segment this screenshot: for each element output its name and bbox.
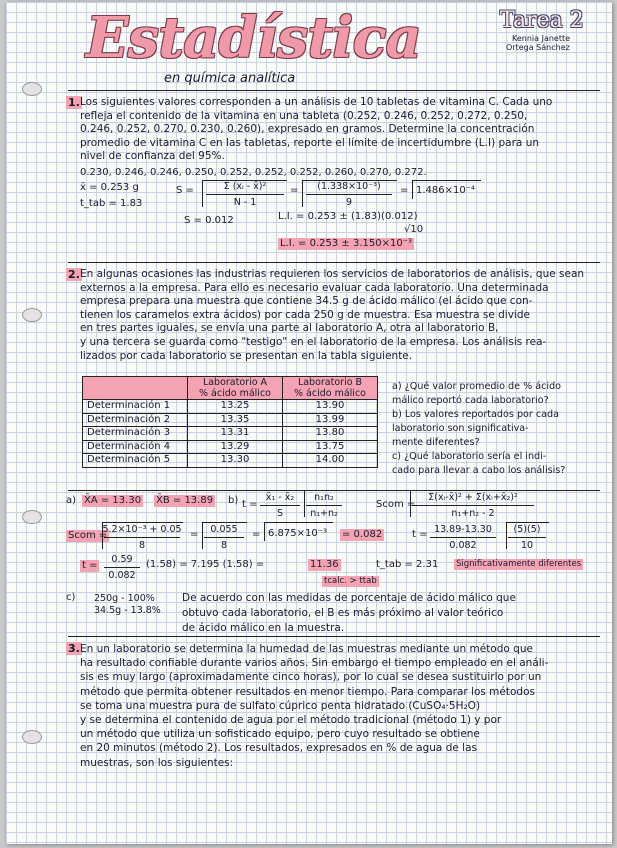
author-surname: Ortega Sánchez xyxy=(506,43,570,52)
table-row: Determinación 1 13.25 13.90 xyxy=(83,400,378,414)
scom-calc-label: Scom = xyxy=(68,530,108,541)
std-dev-sqrt: 1.486×10⁻⁴ xyxy=(416,185,476,196)
problem-number: 2. xyxy=(68,268,80,281)
page-subtitle: en química analítica xyxy=(164,71,296,86)
answer-c-label: c) xyxy=(66,592,76,603)
mean-value: x̄ = 0.253 g xyxy=(80,182,139,193)
uncertainty-expression: L.I. = 0.253 ± (1.83)(0.012) xyxy=(278,211,418,222)
table-row: Determinación 4 13.29 13.75 xyxy=(83,440,378,454)
scom-label: Scom = xyxy=(376,499,416,510)
comparison-badge: tcalc. > ttab xyxy=(324,576,377,586)
binder-hole xyxy=(22,510,42,524)
scom-formula: Σ(xᵢ-x̄)² + Σ(xᵢ+x̄₂)² n₁+n₂ - 2 xyxy=(412,492,534,519)
sorted-data: 0.230, 0.246, 0.246, 0.250, 0.252, 0.252, 0.252, 0.260, 0.270, 0.272. xyxy=(80,167,427,178)
t-formula-root: n₁n₂ n₁+n₂ xyxy=(306,492,342,519)
uncertainty-denominator: √10 xyxy=(404,224,424,235)
binder-hole xyxy=(22,82,42,96)
table-row: Determinación 5 13.30 14.00 xyxy=(83,454,378,468)
scom-sqrt-value: 6.875×10⁻³ xyxy=(268,528,328,539)
binder-hole xyxy=(22,730,42,744)
notebook-page: Estadística en química analítica Tarea 2 Kennia Janette Ortega Sánchez 1. Los siguientes valores corresponden a un análisis de 10 tabletas de vitamina C. Cada uno refleja el contenido de la vitamina en una tableta (0.252, 0.246, 0.252, 0.272, 0.250, 0.246, 0.252, 0.270, 0.230, 0.260), expresado en gramos. Determine la concentración promedio de vitamina C en las tabletas, reporte el límite de incertidumbre (L.I) para un nivel de confianza del 95%. 0.230, 0.246, 0.246, 0.250, 0.252, 0.252, 0.252, 0.260, 0.270, 0.272. x̄ = 0.253 g t_tab = 1.83 S = Σ (xᵢ - x̄)² N - 1 = (1.338×10⁻³) 9 = 1.486×10⁻⁴ S = 0.012 L.I. = 0.253 ± (1.83)(0.012) √10 L.I. = 0.253 ± 3.150×10⁻³ 2. En algunas ocasiones las industrias requieren los servicios de laboratorios de análisis, que sean externos a la empresa. Para ello es necesario evaluar cada laboratorio. Una determinada empresa prepara una muestra que contiene 34.5 g de ácido málico (el ácido que con- tienen los caramelos extra ácidos) por cada 250 g de muestra. Esa muestra se divide en tres partes iguales, se envía una parte al laboratorio A, otra al laboratorio B, y una tercera se guarda como "testigo" en el laboratorio de la empresa. Los análisis rea- lizados por cada laboratorio se presentan en la tabla siguiente. Laboratorio A % ácido málico Laboratorio B % ácido málico Determinación 1 13.25 13.90 Determinación 2 13.35 13.99 Determinación 3 13.31 13.80 Determinación 4 13.29 13.75 Determinación 5 13.30 14.00 a) ¿Qué valor promedio de % ácido málico reportó cada laboratorio? b) Los valores reportados por cada laboratorio son significativa- mente diferentes? c) ¿Qué laboratorio sería el indi- cado para llevar a cabo los análisis? a) X̄A = 13.30 X̄B = 13.89 b) t = x̄₁ - x̄₂ S n₁n₂ n₁+n₂ Scom = Σ(xᵢ-x̄)² + Σ(xᵢ+x̄₂)² n₁+n₂ - 2 Scom = 5.2×10⁻³ + 0.05 8 = 0.055 8 = 6.875×10⁻³ = 0.082 t = 13.89-13.30 0.082 (5)(5) 10 t = 0.59 0.082 (1.58) = 7.195 (1.58) = 11.36 t_tab = 2.31 Significativamente diferentes tcalc. > ttab c) 250g - 100% 34.5g - 13.8% De acuerdo con las medidas de porcentaje de ácido málico que obtuvo cada laboratorio, el B es más próximo al valor teórico de ácido málico en la muestra. 3. En un laboratorio se determina la humedad de las muestras mediante un método que ha resultado confiable durante varios años. Sin embargo el tiempo empleado en el análi- sis es muy largo (aproximadamente cinco horas), por lo cual se desea sustituirlo por un método que permita obtener resultados en menor tiempo. Para comparar los métodos se toma una muestra pura de sulfato cúprico penta hidratado (CuSO₄·5H₂O) y se determina el contenido de agua por el método tradicional (método 1) y por un método que utiliza un sofisticado equipo, pero cuyo resultado se obtiene en 20 minutos (método 2). Los resultados, expresados en % de agua de las muestras, son los siguientes: xyxy=(6,2,612,844)
scom-simplified: 0.055 8 xyxy=(204,524,244,551)
scom-result: = 0.082 xyxy=(342,529,383,540)
answer-a-label: a) xyxy=(66,495,77,506)
t-formula: x̄₁ - x̄₂ S xyxy=(260,492,300,519)
table-row: Determinación 3 13.31 13.80 xyxy=(83,427,378,441)
std-dev-result: S = 0.012 xyxy=(184,215,234,226)
section-divider xyxy=(68,636,600,637)
author-name: Kennia Janette xyxy=(512,34,571,43)
verdict-badge: Significativamente diferentes xyxy=(456,559,582,569)
t-line2-rest: (1.58) = 7.195 (1.58) = xyxy=(146,559,265,570)
std-dev-substitution: (1.338×10⁻³) 9 xyxy=(306,181,392,208)
lab-results-table xyxy=(82,376,378,468)
page-title: Estadística xyxy=(86,5,421,71)
answer-c-calculation: 250g - 100% 34.5g - 13.8% xyxy=(94,593,161,616)
problem-2-questions: a) ¿Qué valor promedio de % ácido málico reportó cada laboratorio? b) Los valores reportados por cada laboratorio son significativa- mente diferentes? c) ¿Qué laboratorio sería el indi- cado para llevar a cabo los análisis? xyxy=(392,381,566,476)
assignment-label: Tarea 2 xyxy=(500,8,584,33)
table-header-row xyxy=(83,377,378,400)
mean-lab-a: X̄A = 13.30 xyxy=(84,495,142,506)
answer-b-label: b) xyxy=(228,495,239,506)
t-calculated-value: 11.36 xyxy=(310,559,339,570)
section-divider xyxy=(68,90,600,91)
answer-c-text: De acuerdo con las medidas de porcentaje de ácido málico que obtuvo cada laboratorio, el B es más próximo al valor teórico de ácido málico en la muestra. xyxy=(182,592,516,634)
t-table-value: t_tab = 1.83 xyxy=(80,198,143,209)
problem-2-statement: En algunas ocasiones las industrias requieren los servicios de laboratorios de análisis, que sean externos a la empresa. Para ello es necesario evaluar cada laboratorio. Una determinada empresa prepara una muestra que contiene 34.5 g de ácido málico (el ácido que con- tienen los caramelos extra ácidos) por cada 250 g de muestra. Esa muestra se divide en tres partes iguales, se envía una parte al laboratorio A, otra al laboratorio B, y una tercera se guarda como "testigo" en el laboratorio de la empresa. Los análisis rea- lizados por cada laboratorio se presentan en la tabla siguiente. xyxy=(80,268,585,362)
std-dev-formula: Σ (xᵢ - x̄)² N - 1 xyxy=(206,181,284,208)
scom-substitution: 5.2×10⁻³ + 0.05 8 xyxy=(102,524,182,551)
t-line2-fraction: 0.59 0.082 xyxy=(104,554,140,581)
binder-hole xyxy=(22,308,42,322)
mean-lab-b: X̄B = 13.89 xyxy=(156,495,214,506)
problem-number: 3. xyxy=(68,642,80,655)
problem-number: 1. xyxy=(68,96,80,109)
t-substitution-root: (5)(5) 10 xyxy=(508,524,546,551)
t-table-value-2: t_tab = 2.31 xyxy=(376,559,439,570)
t-substitution: 13.89-13.30 0.082 xyxy=(430,524,496,551)
column-header: Laboratorio B % ácido málico xyxy=(283,377,378,400)
section-divider xyxy=(68,262,600,263)
column-header: Laboratorio A % ácido málico xyxy=(188,377,283,400)
problem-3-statement: En un laboratorio se determina la humedad de las muestras mediante un método que ha resultado confiable durante varios años. Sin embargo el tiempo empleado en el análi- sis es muy largo (aproximadamente cinco horas), por lo cual se desea sustituirlo por un método que permita obtener resultados en menor tiempo. Para comparar los métodos se toma una muestra pura de sulfato cúprico penta hidratado (CuSO₄·5H₂O) y se determina el contenido de agua por el método tradicional (método 1) y por un método que utiliza un sofisticado equipo, pero cuyo resultado se obtiene en 20 minutos (método 2). Los resultados, expresados en % de agua de las muestras, son los siguientes: xyxy=(80,643,549,769)
table-row: Determinación 2 13.35 13.99 xyxy=(83,413,378,427)
std-dev-label: S = xyxy=(176,185,194,196)
uncertainty-result: L.I. = 0.253 ± 3.150×10⁻³ xyxy=(280,238,412,249)
problem-1-statement: Los siguientes valores corresponden a un análisis de 10 tabletas de vitamina C. Cada uno refleja el contenido de la vitamina en una tableta (0.252, 0.246, 0.252, 0.272, 0.250, 0.246, 0.252, 0.270, 0.230, 0.260), expresado en gramos. Determine la concentración promedio de vitamina C en las tabletas, reporte el límite de incertidumbre (L.I) para un nivel de confianza del 95%. xyxy=(80,96,553,163)
